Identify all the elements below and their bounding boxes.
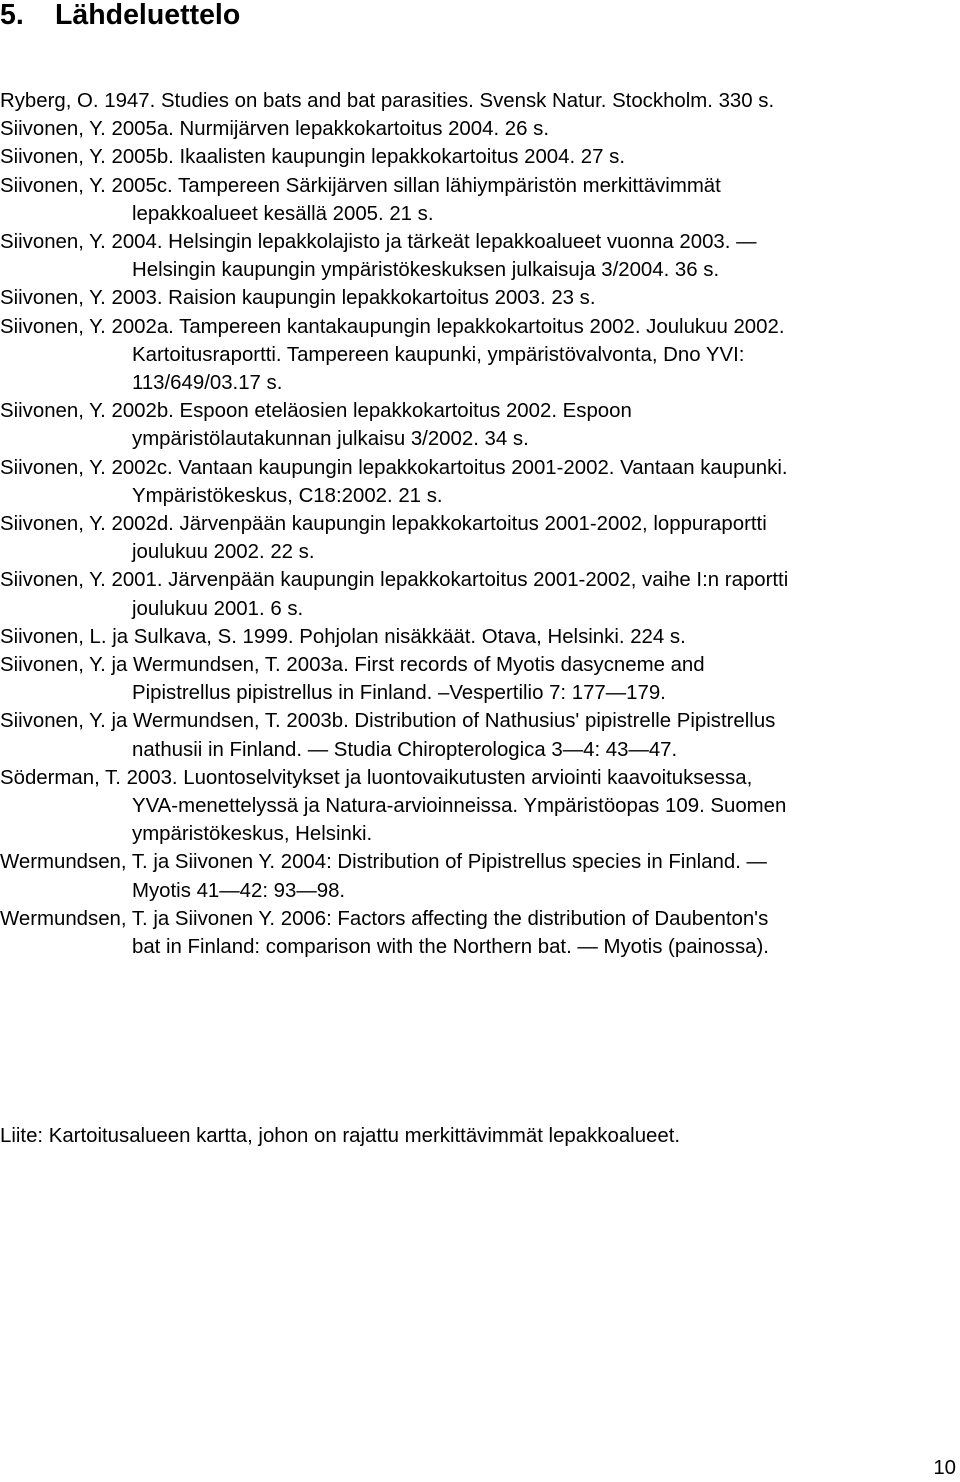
reference-line: Pipistrellus pipistrellus in Finland. –Vespertilio 7: 177—179. — [132, 682, 666, 705]
reference-line: ympäristökeskus, Helsinki. — [132, 823, 373, 846]
reference-line: ympäristölautakunnan julkaisu 3/2002. 34 s. — [132, 428, 529, 451]
reference-line: Siivonen, Y. 2002d. Järvenpään kaupungin lepakkokartoitus 2001-2002, loppuraportti — [0, 513, 767, 536]
reference-line: Siivonen, Y. ja Wermundsen, T. 2003a. First records of Myotis dasycneme and — [0, 654, 705, 677]
reference-line: Wermundsen, T. ja Siivonen Y. 2004: Distribution of Pipistrellus species in Finland. — — [0, 851, 767, 874]
reference-entry — [0, 651, 950, 707]
reference-entry — [0, 87, 950, 115]
reference-line: Wermundsen, T. ja Siivonen Y. 2006: Factors affecting the distribution of Daubenton's — [0, 907, 769, 930]
reference-entry — [0, 454, 950, 510]
appendix-note: Liite: Kartoitusalueen kartta, johon on rajattu merkittävimmät lepakkoalueet. — [0, 1125, 681, 1147]
reference-entry — [0, 707, 950, 763]
reference-line: Siivonen, Y. 2005a. Nurmijärven lepakkokartoitus 2004. 26 s. — [0, 118, 549, 141]
reference-line: Siivonen, Y. 2005b. Ikaalisten kaupungin lepakkokartoitus 2004. 27 s. — [0, 146, 625, 169]
reference-entry — [0, 397, 950, 453]
reference-entry — [0, 172, 950, 228]
reference-line: Helsingin kaupungin ympäristökeskuksen julkaisuja 3/2004. 36 s. — [132, 259, 720, 282]
section-number: 5. — [0, 0, 24, 31]
reference-entry — [0, 848, 950, 904]
reference-line: 113/649/03.17 s. — [132, 372, 283, 395]
reference-line: joulukuu 2002. 22 s. — [132, 541, 315, 564]
reference-line: bat in Finland: comparison with the Northern bat. — Myotis (painossa). — [132, 936, 769, 959]
reference-line: Siivonen, Y. 2001. Järvenpään kaupungin lepakkokartoitus 2001-2002, vaihe I:n raportti — [0, 569, 789, 592]
reference-line: Siivonen, L. ja Sulkava, S. 1999. Pohjolan nisäkkäät. Otava, Helsinki. 224 s. — [0, 625, 686, 648]
reference-line: Siivonen, Y. 2003. Raision kaupungin lepakkokartoitus 2003. 23 s. — [0, 287, 596, 310]
reference-line: lepakkoalueet kesällä 2005. 21 s. — [132, 202, 434, 225]
reference-line: Siivonen, Y. 2002c. Vantaan kaupungin lepakkokartoitus 2001-2002. Vantaan kaupunki. — [0, 456, 788, 479]
reference-line: YVA-menettelyssä ja Natura-arvioinneissa. Ympäristöopas 109. Suomen — [132, 795, 787, 818]
reference-entry — [0, 284, 950, 312]
reference-line: Siivonen, Y. ja Wermundsen, T. 2003b. Distribution of Nathusius' pipistrelle Pipistrellus — [0, 710, 776, 733]
reference-line: Siivonen, Y. 2004. Helsingin lepakkolajisto ja tärkeät lepakkoalueet vuonna 2003. — — [0, 231, 757, 254]
reference-line: Ympäristökeskus, C18:2002. 21 s. — [132, 484, 443, 507]
reference-line: Siivonen, Y. 2005c. Tampereen Särkijärven sillan lähiympäristön merkittävimmät — [0, 174, 721, 197]
reference-entry — [0, 115, 950, 143]
reference-line: Siivonen, Y. 2002a. Tampereen kantakaupungin lepakkokartoitus 2002. Joulukuu 2002. — [0, 315, 785, 338]
reference-entry — [0, 623, 950, 651]
page-number: 10 — [933, 1457, 956, 1479]
reference-entry — [0, 566, 950, 622]
reference-line: nathusii in Finland. — Studia Chiropterologica 3—4: 43—47. — [132, 738, 678, 761]
reference-entry — [0, 143, 950, 171]
reference-line: Siivonen, Y. 2002b. Espoon eteläosien lepakkokartoitus 2002. Espoon — [0, 400, 632, 423]
reference-entry — [0, 764, 950, 849]
reference-entry — [0, 905, 950, 961]
reference-line: Ryberg, O. 1947. Studies on bats and bat parasities. Svensk Natur. Stockholm. 330 s. — [0, 90, 775, 112]
reference-line: Kartoitusraportti. Tampereen kaupunki, ympäristövalvonta, Dno YVI: — [132, 343, 745, 366]
reference-line: joulukuu 2001. 6 s. — [132, 597, 304, 620]
reference-entry — [0, 313, 950, 398]
section-title: Lähdeluettelo — [55, 0, 241, 31]
reference-line: Söderman, T. 2003. Luontoselvitykset ja luontovaikutusten arviointi kaavoituksessa, — [0, 766, 753, 789]
reference-entry — [0, 228, 950, 284]
section-heading — [0, 0, 240, 35]
reference-line: Myotis 41—42: 93—98. — [132, 879, 346, 902]
reference-entry — [0, 510, 950, 566]
reference-list — [0, 87, 950, 961]
